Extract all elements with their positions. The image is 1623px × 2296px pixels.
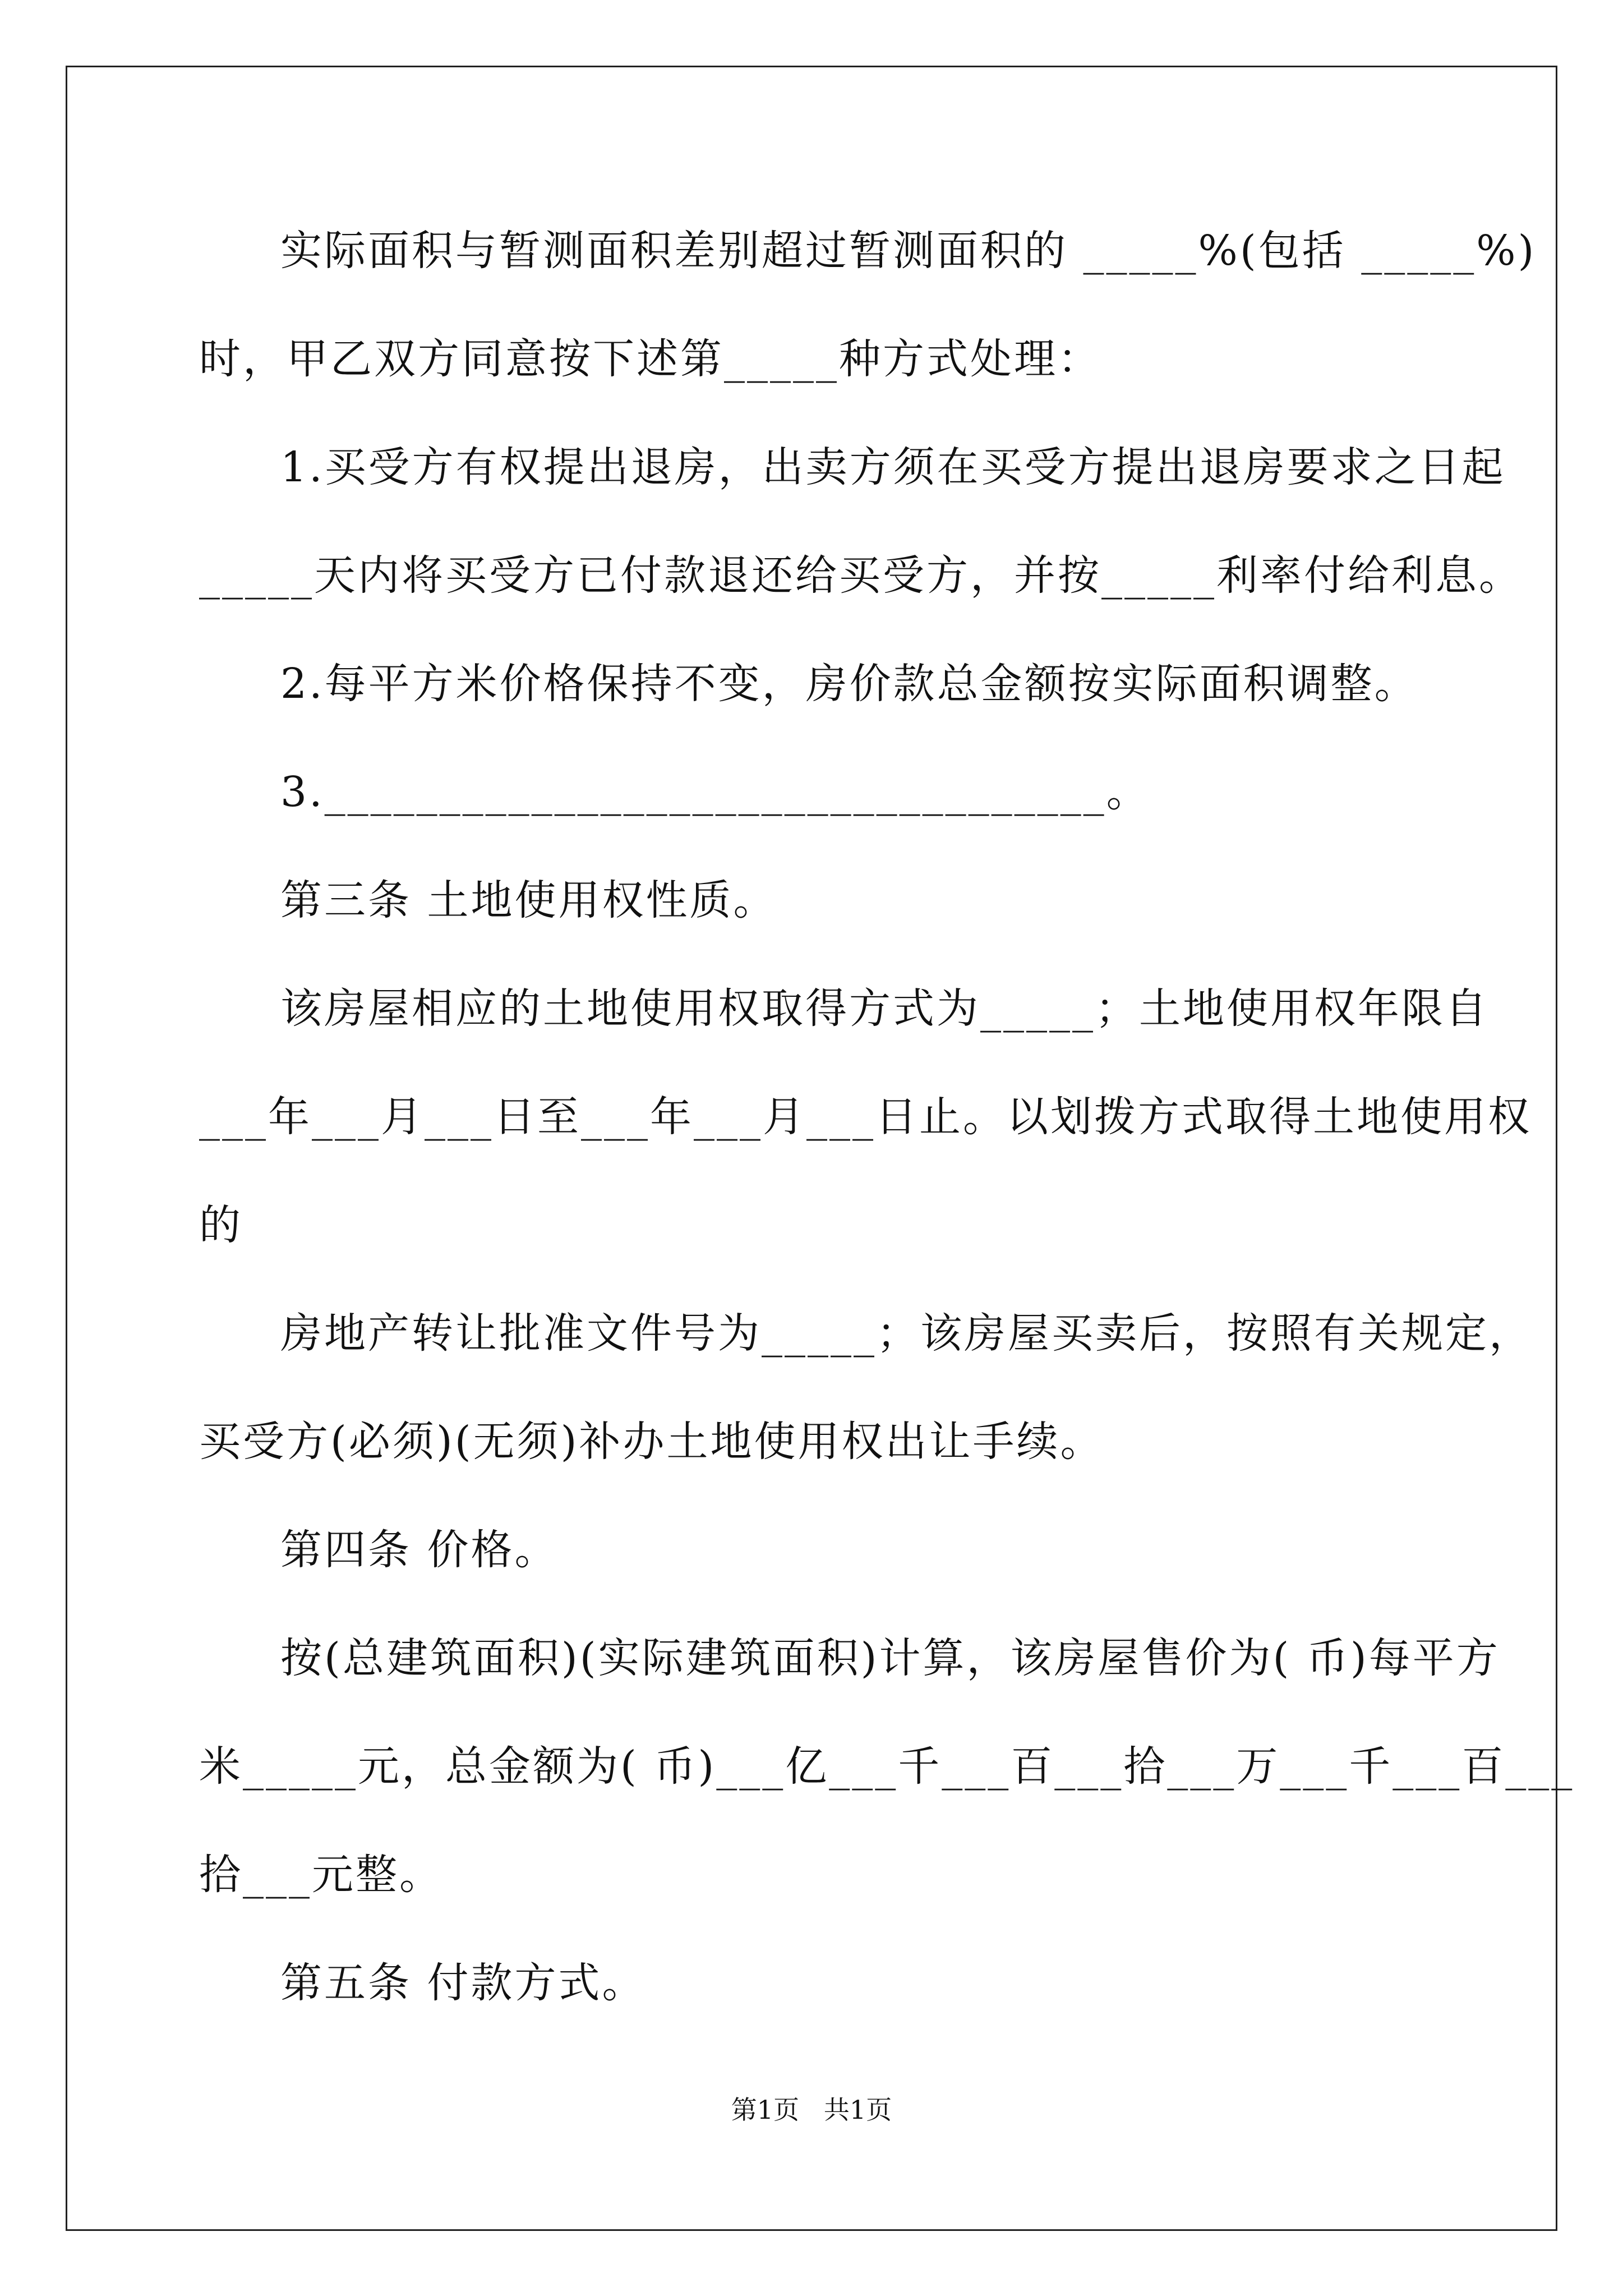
text-line-15: 米_____元，总金额为( 币)___亿___千___百___拾___万___千___百___	[199, 1742, 1575, 1791]
text-line-12: 买受方(必须)(无须)补办土地使用权出让手续。	[199, 1418, 1104, 1466]
section-heading-3: 第三条 土地使用权性质。	[280, 876, 777, 924]
text-line-16: 拾___元整。	[199, 1851, 443, 1899]
text-line-14: 按(总建筑面积)(实际建筑面积)计算，该房屋售价为( 币)每平方	[280, 1634, 1500, 1682]
text-line-5: 2.每平方米价格保持不变，房价款总金额按实际面积调整。	[280, 660, 1418, 708]
text-line-6: 3.__________________________________。	[280, 768, 1150, 816]
page-footer: 第1页 共1页	[731, 2095, 892, 2125]
text-line-10: 的	[199, 1201, 243, 1249]
text-line-1: 实际面积与暂测面积差别超过暂测面积的 _____%(包括 _____%)	[280, 227, 1537, 275]
text-line-4: _____天内将买受方已付款退还给买受方，并按_____利率付给利息。	[199, 551, 1523, 600]
text-line-8: 该房屋相应的土地使用权取得方式为_____；土地使用权年限自	[280, 984, 1489, 1033]
text-line-11: 房地产转让批准文件号为_____；该房屋买卖后，按照有关规定，	[280, 1309, 1533, 1358]
text-line-2: 时，甲乙双方同意按下述第_____种方式处理：	[199, 335, 1101, 383]
page-border	[66, 66, 1557, 2231]
section-heading-5: 第五条 付款方式。	[280, 1959, 646, 2007]
text-line-9: ___年___月___日至___年___月___日止。以划拨方式取得土地使用权	[199, 1093, 1532, 1141]
text-line-3: 1.买受方有权提出退房，出卖方须在买受方提出退房要求之日起	[280, 443, 1506, 491]
section-heading-4: 第四条 价格。	[280, 1526, 559, 1574]
